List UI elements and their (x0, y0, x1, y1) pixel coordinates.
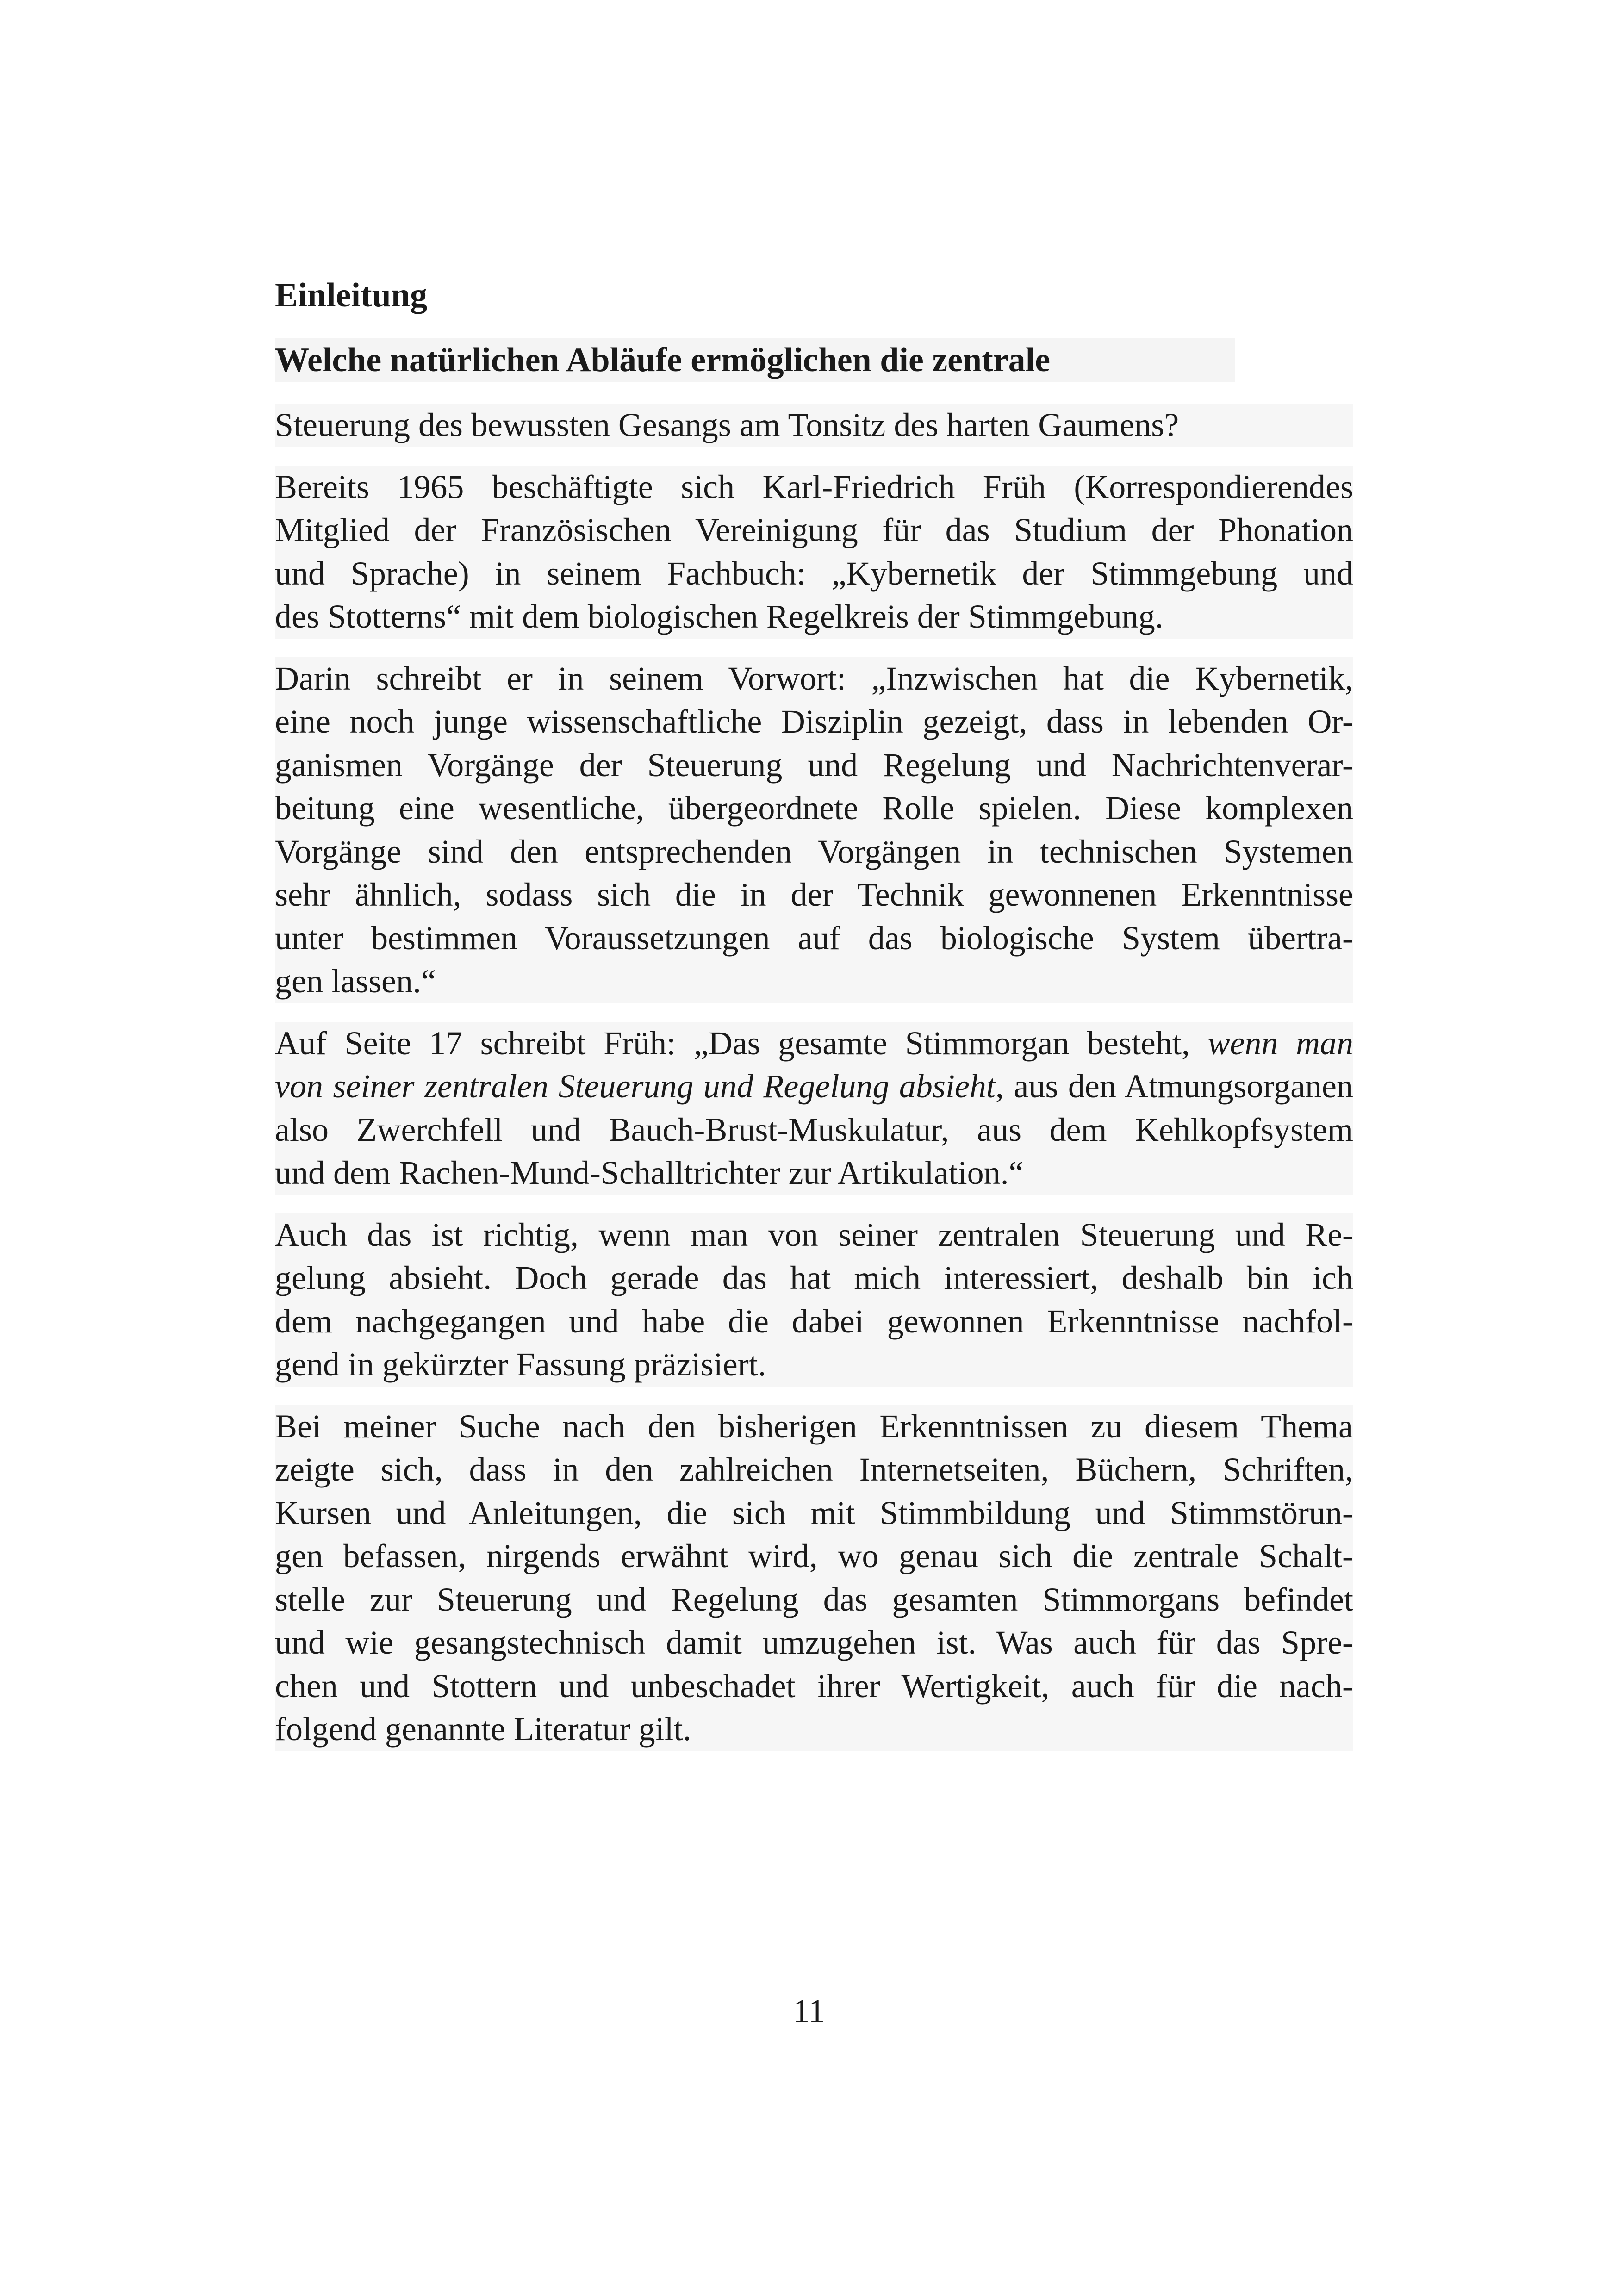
text-line: Steuerung des bewussten Gesangs am Tonsitz des harten Gaumens? (275, 406, 1179, 443)
paragraph-research-findings (275, 1405, 1353, 1751)
text-line: und Sprache) in seinem Fachbuch: „Kybernetik der Stimmgebung und (275, 554, 1353, 592)
text-line: Bei meiner Suche nach den bisherigen Erkenntnissen zu diesem Thema (275, 1407, 1353, 1445)
text-line: Vorgänge sind den entsprechenden Vorgängen in technischen Systemen (275, 833, 1353, 870)
text-line: zeigte sich, dass in den zahlreichen Internetseiten, Büchern, Schriften, (275, 1451, 1353, 1488)
text-line: gend in gekürzter Fassung präzisiert. (275, 1346, 766, 1383)
italic-emphasis: wenn man (1207, 1024, 1353, 1062)
text-line: chen und Stottern und unbeschadet ihrer Wertigkeit, auch für die nach- (275, 1667, 1353, 1705)
text-run: Auf Seite 17 schreibt Früh: „Das gesamte Stimmorgan besteht, (275, 1024, 1208, 1062)
text-line: des Stotterns“ mit dem biologischen Regelkreis der Stimmgebung. (275, 598, 1164, 635)
text-line: gen befassen, nirgends erwähnt wird, wo genau sich die zentrale Schalt- (275, 1537, 1353, 1574)
text-line: beitung eine wesentliche, übergeordnete Rolle spielen. Diese komplexen (275, 790, 1353, 827)
text-line: folgend genannte Literatur gilt. (275, 1711, 691, 1748)
paragraph-author-interest (275, 1213, 1353, 1387)
text-line: Kursen und Anleitungen, die sich mit Stimmbildung und Stimmstörun- (275, 1494, 1353, 1531)
text-line (275, 1065, 1353, 1108)
paragraph-seite-17-quote (275, 1022, 1353, 1195)
text-line: also Zwerchfell und Bauch-Brust-Muskulatur, aus dem Kehlkopfsystem (275, 1111, 1353, 1148)
text-line: gelung absieht. Doch gerade das hat mich interessiert, deshalb bin ich (275, 1259, 1353, 1296)
text-line (275, 1022, 1353, 1065)
text-line: sehr ähnlich, sodass sich die in der Technik gewonnenen Erkenntnisse (275, 876, 1353, 913)
text-line: gen lassen.“ (275, 963, 436, 1000)
paragraph-vorwort-quote (275, 657, 1353, 1003)
text-line: Mitglied der Französischen Vereinigung für das Studium der Phonation (275, 511, 1353, 548)
italic-emphasis: von seiner zentralen Steuerung und Regelung absieht (275, 1068, 996, 1105)
paragraph-frueh-intro (275, 466, 1353, 639)
text-line: Darin schreibt er in seinem Vorwort: „Inzwischen hat die Kybernetik, (275, 660, 1353, 697)
text-line: und wie gesangstechnisch damit umzugehen ist. Was auch für das Spre- (275, 1624, 1353, 1661)
paragraph-question-continuation (275, 404, 1353, 447)
question-heading: Welche natürlichen Abläufe ermöglichen die zentrale (275, 338, 1235, 382)
text-line: eine noch junge wissenschaftliche Disziplin gezeigt, dass in lebenden Or- (275, 703, 1353, 740)
page-number: 11 (793, 1992, 825, 2029)
text-line: unter bestimmen Voraussetzungen auf das biologische System übertra- (275, 919, 1353, 957)
text-line: und dem Rachen-Mund-Schalltrichter zur Artikulation.“ (275, 1154, 1024, 1191)
text-run: , aus den Atmungsorganen (995, 1068, 1353, 1105)
text-line: ganismen Vorgänge der Steuerung und Regelung und Nachrichtenverar- (275, 746, 1353, 784)
page-body (275, 273, 1353, 1770)
section-heading: Einleitung (275, 276, 427, 314)
text-line: Auch das ist richtig, wenn man von seiner zentralen Steuerung und Re- (275, 1216, 1353, 1253)
text-line: dem nachgegangen und habe die dabei gewonnen Erkenntnisse nachfol- (275, 1302, 1353, 1340)
text-line: stelle zur Steuerung und Regelung das gesamten Stimmorgans befindet (275, 1580, 1353, 1618)
text-line: Bereits 1965 beschäftigte sich Karl-Friedrich Früh (Korrespondierendes (275, 468, 1353, 505)
